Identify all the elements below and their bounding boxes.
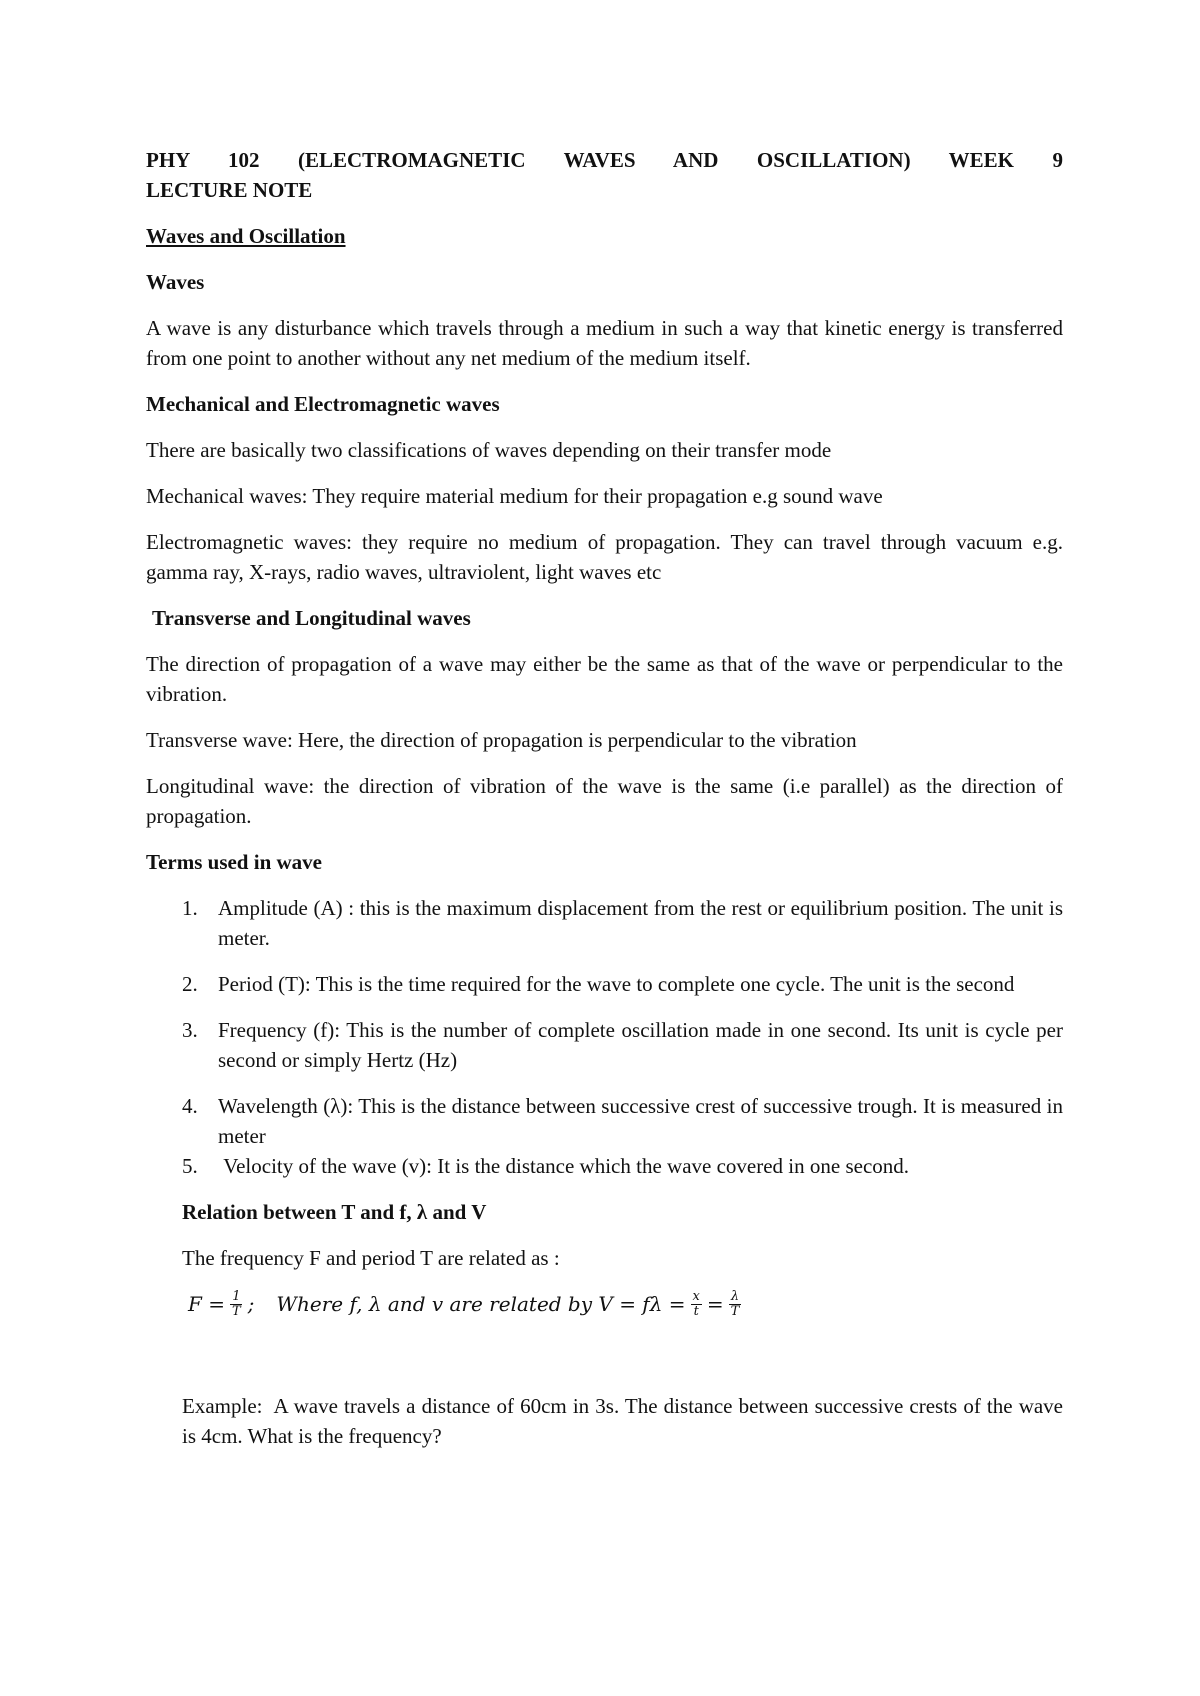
list-item <box>146 1091 1063 1151</box>
list-item-text: Wavelength (λ): This is the distance between successive crest of successive trough. It is measured in meter <box>218 1094 1063 1148</box>
document-title: PHY 102 (ELECTROMAGNETIC WAVES AND OSCILLATION) WEEK 9 <box>146 148 1063 172</box>
formula <box>146 1289 1063 1319</box>
fraction-denominator: T <box>232 1303 241 1319</box>
fraction-x-over-t <box>691 1290 702 1319</box>
list-item-number: 2. <box>182 972 198 996</box>
mechanical-text: Mechanical waves: They require material medium for their propagation e.g sound wave <box>146 484 883 508</box>
relation-heading: Relation between T and f, λ and V <box>182 1200 487 1224</box>
list-item-number: 3. <box>182 1018 198 1042</box>
classification-text: There are basically two classifications of waves depending on their transfer mode <box>146 438 832 462</box>
fraction-one-over-t <box>230 1290 243 1319</box>
transverse-text: Transverse wave: Here, the direction of propagation is perpendicular to the vibration <box>146 728 857 752</box>
fraction-denominator: T <box>730 1303 740 1319</box>
waves-heading: Waves <box>146 270 205 294</box>
example-text: Example: A wave travels a distance of 60cm in 3s. The distance between successive crests of the wave is 4cm. What is the frequency? <box>182 1394 1069 1448</box>
terms-heading: Terms used in wave <box>146 850 322 874</box>
list-item-number: 1. <box>182 896 198 920</box>
fraction-lambda-over-t <box>729 1290 742 1319</box>
electromagnetic-text: Electromagnetic waves: they require no medium of propagation. They can travel through vacuum e.g. gamma ray, X-rays, radio waves, ultraviolent, light waves etc <box>146 530 1063 584</box>
terms-list <box>146 893 1063 1181</box>
formula-lhs: F = <box>188 1292 225 1316</box>
longitudinal-text: Longitudinal wave: the direction of vibration of the wave is the same (i.e parallel) as the direction of propagation. <box>146 774 1063 828</box>
document-title-line-2: LECTURE NOTE <box>146 178 313 202</box>
fraction-numerator: x <box>692 1288 700 1304</box>
section-heading: Waves and Oscillation <box>146 224 346 248</box>
fraction-numerator: λ <box>730 1288 740 1304</box>
formula-separator: ; <box>247 1292 255 1316</box>
list-item-text: Period (T): This is the time required for the wave to complete one cycle. The unit is the second <box>218 972 1015 996</box>
mech-em-heading: Mechanical and Electromagnetic waves <box>146 392 500 416</box>
list-item-text: Amplitude (A) : this is the maximum displacement from the rest or equilibrium position. The unit is meter. <box>218 896 1063 950</box>
fraction-denominator: t <box>693 1303 699 1319</box>
list-item <box>146 969 1063 999</box>
list-item-text: Velocity of the wave (v): It is the distance which the wave covered in one second. <box>218 1154 910 1178</box>
list-item-number: 4. <box>182 1094 198 1118</box>
fraction-numerator: 1 <box>232 1288 241 1304</box>
list-item <box>146 1015 1063 1075</box>
list-item <box>146 893 1063 953</box>
direction-text: The direction of propagation of a wave may either be the same as that of the wave or perpendicular to the vibration. <box>146 652 1063 706</box>
waves-definition: A wave is any disturbance which travels through a medium in such a way that kinetic energy is transferred from one point to another without any net medium of the medium itself. <box>146 316 1063 370</box>
formula-middle: Where f, λ and v are related by V = fλ = <box>276 1292 686 1316</box>
relation-text: The frequency F and period T are related as : <box>182 1246 560 1270</box>
list-item-text: Frequency (f): This is the number of complete oscillation made in one second. Its unit is cycle per second or simply Hertz (Hz) <box>218 1018 1063 1072</box>
list-item <box>146 1151 1063 1181</box>
formula-equals: = <box>706 1292 724 1316</box>
trans-long-heading: Transverse and Longitudinal waves <box>152 606 471 630</box>
list-item-number: 5. <box>182 1154 198 1178</box>
